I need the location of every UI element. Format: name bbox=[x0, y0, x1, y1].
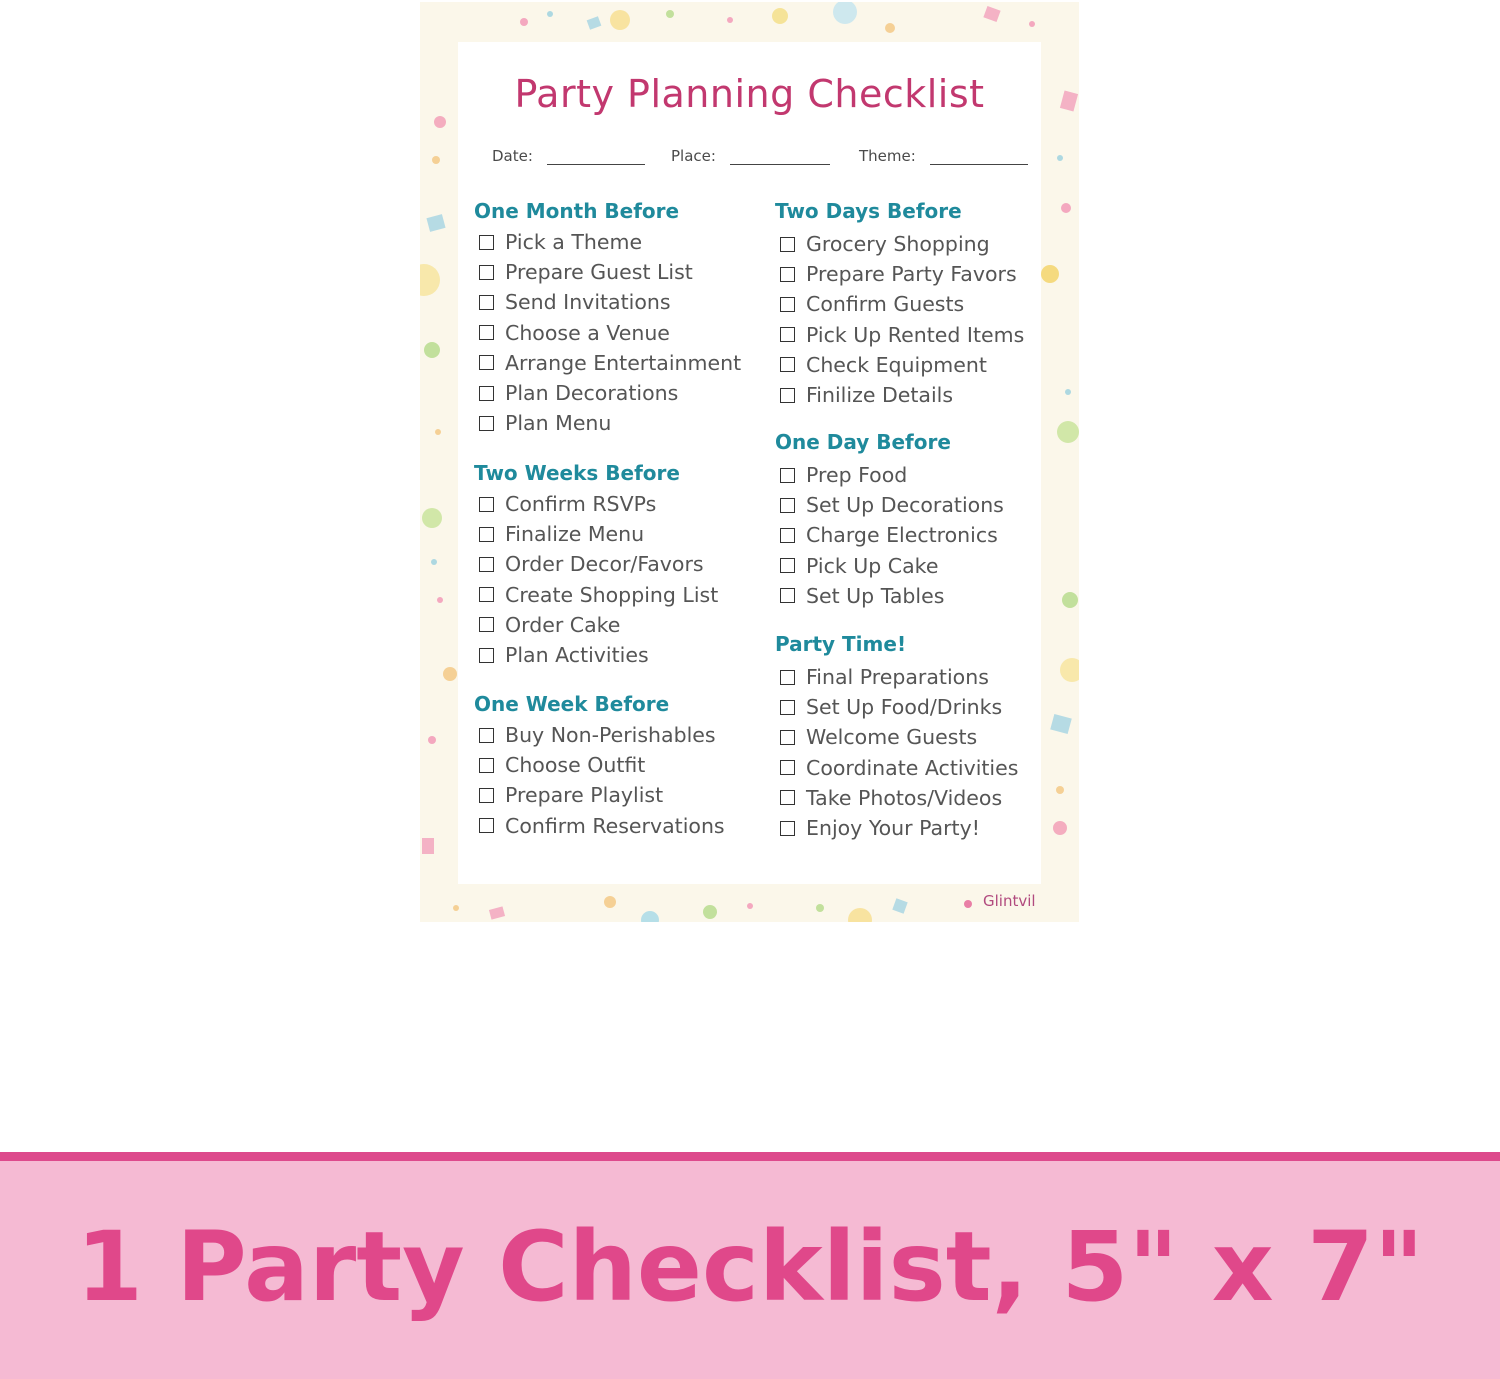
checkbox[interactable] bbox=[780, 821, 795, 836]
checkbox[interactable] bbox=[780, 327, 795, 342]
checklist-item[interactable]: Set Up Tables bbox=[775, 581, 1004, 611]
date-label: Date: bbox=[492, 147, 533, 165]
section-title: Two Days Before bbox=[775, 199, 962, 223]
checklist-items bbox=[775, 662, 1018, 843]
checkbox[interactable] bbox=[780, 468, 795, 483]
checkbox[interactable] bbox=[780, 388, 795, 403]
checkbox[interactable] bbox=[479, 818, 494, 833]
checklist-item[interactable]: Plan Activities bbox=[474, 640, 718, 670]
checklist-item[interactable]: Prep Food bbox=[775, 460, 1004, 490]
checkbox[interactable] bbox=[780, 730, 795, 745]
checkbox[interactable] bbox=[479, 416, 494, 431]
checkbox[interactable] bbox=[479, 728, 494, 743]
checkbox[interactable] bbox=[479, 648, 494, 663]
checkbox[interactable] bbox=[479, 617, 494, 632]
checklist-item[interactable]: Plan Menu bbox=[474, 408, 741, 438]
checkbox[interactable] bbox=[780, 267, 795, 282]
checkbox[interactable] bbox=[479, 758, 494, 773]
checklist-items bbox=[474, 489, 718, 670]
place-field[interactable] bbox=[671, 146, 830, 165]
checkbox[interactable] bbox=[780, 498, 795, 513]
checklist-item[interactable]: Confirm RSVPs bbox=[474, 489, 718, 519]
checklist-item[interactable]: Finalize Menu bbox=[474, 519, 718, 549]
checklist-item[interactable]: Set Up Food/Drinks bbox=[775, 692, 1018, 722]
checkbox[interactable] bbox=[479, 527, 494, 542]
checklist-item[interactable]: Plan Decorations bbox=[474, 378, 741, 408]
checkbox[interactable] bbox=[780, 528, 795, 543]
banner-text: 1 Party Checklist, 5" x 7" bbox=[76, 1211, 1424, 1323]
theme-line bbox=[930, 146, 1028, 165]
checklist-item[interactable]: Prepare Playlist bbox=[474, 780, 725, 810]
section-title: One Month Before bbox=[474, 199, 680, 223]
checkbox[interactable] bbox=[780, 588, 795, 603]
checklist-item[interactable]: Send Invitations bbox=[474, 287, 741, 317]
checklist-card bbox=[420, 2, 1079, 922]
checklist-item[interactable]: Buy Non-Perishables bbox=[474, 720, 725, 750]
place-label: Place: bbox=[671, 147, 716, 165]
checklist-items bbox=[775, 229, 1024, 410]
checklist-item[interactable]: Choose Outfit bbox=[474, 750, 725, 780]
checklist-items bbox=[474, 227, 741, 438]
checkbox[interactable] bbox=[479, 355, 494, 370]
checklist-item[interactable]: Enjoy Your Party! bbox=[775, 813, 1018, 843]
checklist-item[interactable]: Pick Up Rented Items bbox=[775, 320, 1024, 350]
section-title: One Week Before bbox=[474, 692, 670, 716]
checklist-item[interactable]: Order Cake bbox=[474, 610, 718, 640]
checklist-title: Party Planning Checklist bbox=[514, 72, 985, 116]
section-title: Party Time! bbox=[775, 632, 907, 656]
section-title: One Day Before bbox=[775, 430, 951, 454]
checkbox[interactable] bbox=[479, 557, 494, 572]
theme-label: Theme: bbox=[859, 147, 916, 165]
banner-rule bbox=[0, 1152, 1500, 1161]
checkbox[interactable] bbox=[780, 237, 795, 252]
date-field[interactable] bbox=[492, 146, 645, 165]
place-line bbox=[730, 146, 830, 165]
checklist-item[interactable]: Charge Electronics bbox=[775, 520, 1004, 550]
checkbox[interactable] bbox=[780, 700, 795, 715]
checkbox[interactable] bbox=[479, 295, 494, 310]
checklist-item[interactable]: Grocery Shopping bbox=[775, 229, 1024, 259]
brand-name: Glintvil bbox=[983, 892, 1036, 910]
section-one-day-before bbox=[775, 430, 1004, 611]
checkbox[interactable] bbox=[780, 297, 795, 312]
checklist-item[interactable]: Coordinate Activities bbox=[775, 753, 1018, 783]
checkbox[interactable] bbox=[479, 386, 494, 401]
checklist-item[interactable]: Create Shopping List bbox=[474, 580, 718, 610]
checklist-item[interactable]: Take Photos/Videos bbox=[775, 783, 1018, 813]
info-fields bbox=[458, 146, 1041, 170]
checklist-item[interactable]: Arrange Entertainment bbox=[474, 348, 741, 378]
checkbox[interactable] bbox=[780, 760, 795, 775]
checkbox[interactable] bbox=[479, 235, 494, 250]
checklist-item[interactable]: Welcome Guests bbox=[775, 722, 1018, 752]
section-two-days-before bbox=[775, 199, 1024, 410]
checklist-item[interactable]: Confirm Reservations bbox=[474, 811, 725, 841]
section-title: Two Weeks Before bbox=[474, 461, 680, 485]
checkbox[interactable] bbox=[479, 265, 494, 280]
section-one-month-before bbox=[474, 199, 741, 438]
date-line bbox=[547, 146, 645, 165]
checkbox[interactable] bbox=[780, 558, 795, 573]
section-one-week-before bbox=[474, 692, 725, 841]
section-party-time bbox=[775, 632, 1018, 843]
checklist-item[interactable]: Choose a Venue bbox=[474, 318, 741, 348]
product-banner bbox=[0, 1161, 1500, 1379]
checklist-item[interactable]: Final Preparations bbox=[775, 662, 1018, 692]
checkbox[interactable] bbox=[479, 587, 494, 602]
checklist-item[interactable]: Order Decor/Favors bbox=[474, 549, 718, 579]
checklist-item[interactable]: Pick a Theme bbox=[474, 227, 741, 257]
checkbox[interactable] bbox=[780, 670, 795, 685]
checkbox[interactable] bbox=[780, 357, 795, 372]
checkbox[interactable] bbox=[479, 497, 494, 512]
checklist-item[interactable]: Prepare Party Favors bbox=[775, 259, 1024, 289]
checkbox[interactable] bbox=[780, 790, 795, 805]
checklist-item[interactable]: Finilize Details bbox=[775, 380, 1024, 410]
checklist-items bbox=[474, 720, 725, 841]
checklist-items bbox=[775, 460, 1004, 611]
checklist-sheet bbox=[458, 42, 1041, 884]
checkbox[interactable] bbox=[479, 788, 494, 803]
checkbox[interactable] bbox=[479, 325, 494, 340]
section-two-weeks-before bbox=[474, 461, 718, 670]
checklist-item[interactable]: Set Up Decorations bbox=[775, 490, 1004, 520]
checklist-item[interactable]: Check Equipment bbox=[775, 350, 1024, 380]
checklist-item[interactable]: Confirm Guests bbox=[775, 289, 1024, 319]
checklist-item[interactable]: Pick Up Cake bbox=[775, 551, 1004, 581]
checklist-item[interactable]: Prepare Guest List bbox=[474, 257, 741, 287]
theme-field[interactable] bbox=[859, 146, 1028, 165]
